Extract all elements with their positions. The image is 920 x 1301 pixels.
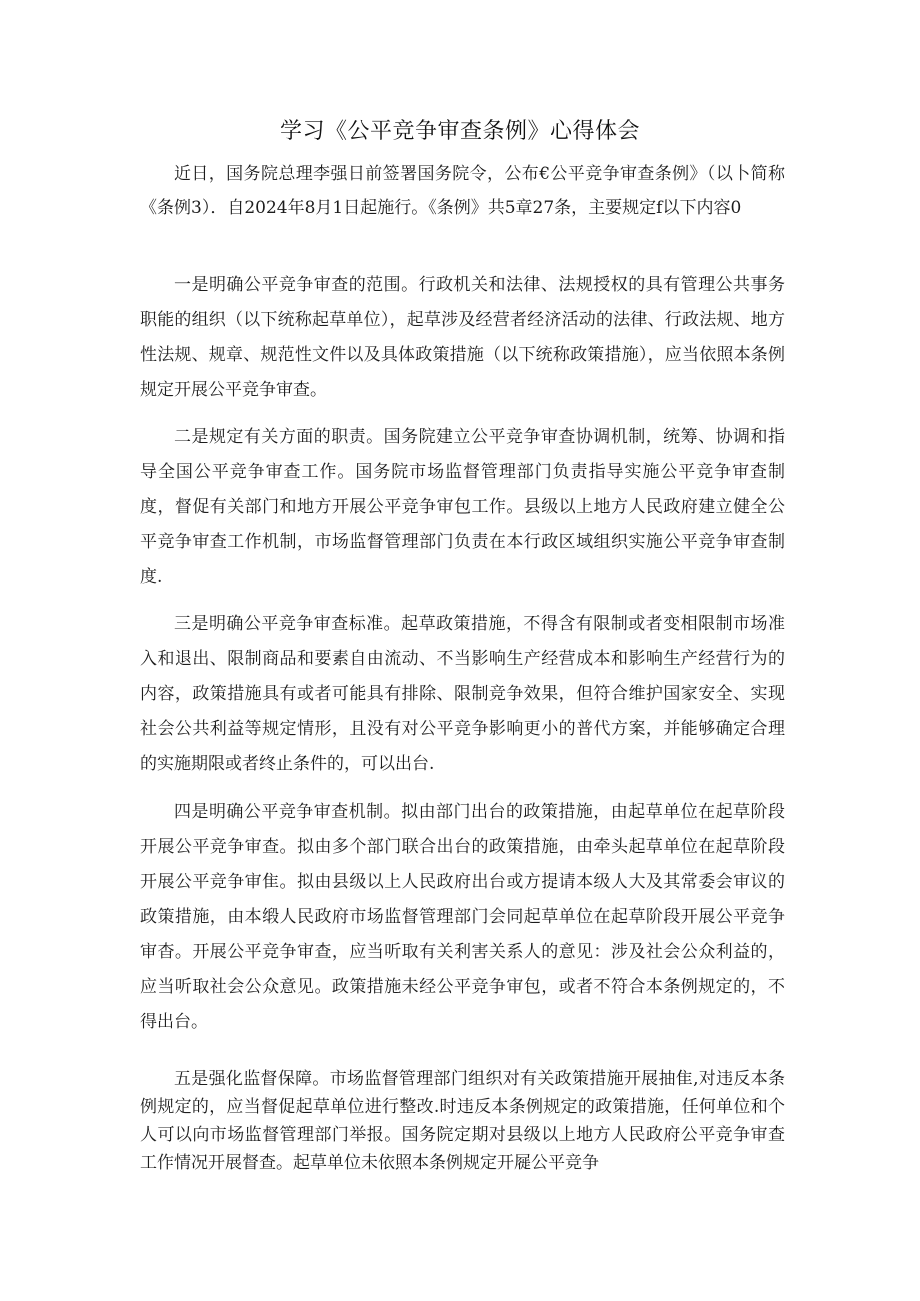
paragraph-supervision: 五是强化监督保障。市场监督管理部门组织对有关政策措施开展抽隹,对违反本条例规定的，应当督促起草单位进行整改.时违反本条例规定的政策措施，任何单位和个人可以向市场监督管理部门举报。国务院定期对县级以上地方人民政府公平竞争审查工作情况开展督查。起草单位未依照本条例规定开屣公平竞争 xyxy=(140,1069,785,1173)
document-title: 学习《公平竞争审查条例》心得体会 xyxy=(279,119,640,144)
paragraph-scope: 一是明确公平竞争审查的范围。行政机关和法律、法规授权的具有管理公共事务职能的组织（以下统称起草单位），起草涉及经营者经济活动的法律、行政法规、地方性法规、规章、规范性文件以及具体政策措施（以下统称政策措施），应当依照本条例规定开展公平竞争审查。 xyxy=(140,275,785,400)
paragraph-mechanism: 四是明确公平竞争审查机制。拟由部门出台的政策措施，由起草单位在起草阶段开展公平竞争审查。拟由多个部门联合出台的政策措施，由牵头起草单位在起草阶段开展公平竞争审隹。拟由县级以上人民政府出台或方提请本级人大及其常委会审议的政策措施，由本缎人民政府市场监督管理部门会同起草单位在起草阶段开展公平竞争审杳。开展公平竞争审查，应当听取有关利害关系人的意见：涉及社会公众利益的，应当听取社会公众意见。政策措施未经公平竞争审包，或者不符合本条例规定的，不得出台。 xyxy=(140,802,785,1032)
paragraph-standards: 三是明确公平竞争审查标准。起草政策措施，不得含有限制或者变相限制市场准入和退出、限制商品和要素自由流动、不当影响生产经营成本和影响生产经营行为的内容，政策措施具有或者可能具有排除、限制竞争效果，但符合维护国家安全、实现社会公共利益等规定情形，且没有对公平竞争影响更小的普代方案，并能够确定合理的实施期限或者终止条件的，可以出台. xyxy=(140,614,785,774)
paragraph-intro: 近日，国务院总理李强日前签署国务院令，公布€公平竞争审查条例》（以卜简称《条例3）．自2024年8月1日起施行。《条例》共5章27条，主要规定f以下内容0 xyxy=(140,164,785,218)
paragraph-duties: 二是规定有关方面的职责。国务院建立公平竞争审查协调机制，统筹、协调和指导全国公平竞争审查工作。国务院市场监督管理部门负责指导实施公平竞争审查制度，督促有关部门和地方开展公平竞争审包工作。县级以上地方人民政府建立健全公平竞争审查工作机制，市场监督管理部门负责在本行政区域组织实施公平竞争审查制度. xyxy=(140,427,785,587)
